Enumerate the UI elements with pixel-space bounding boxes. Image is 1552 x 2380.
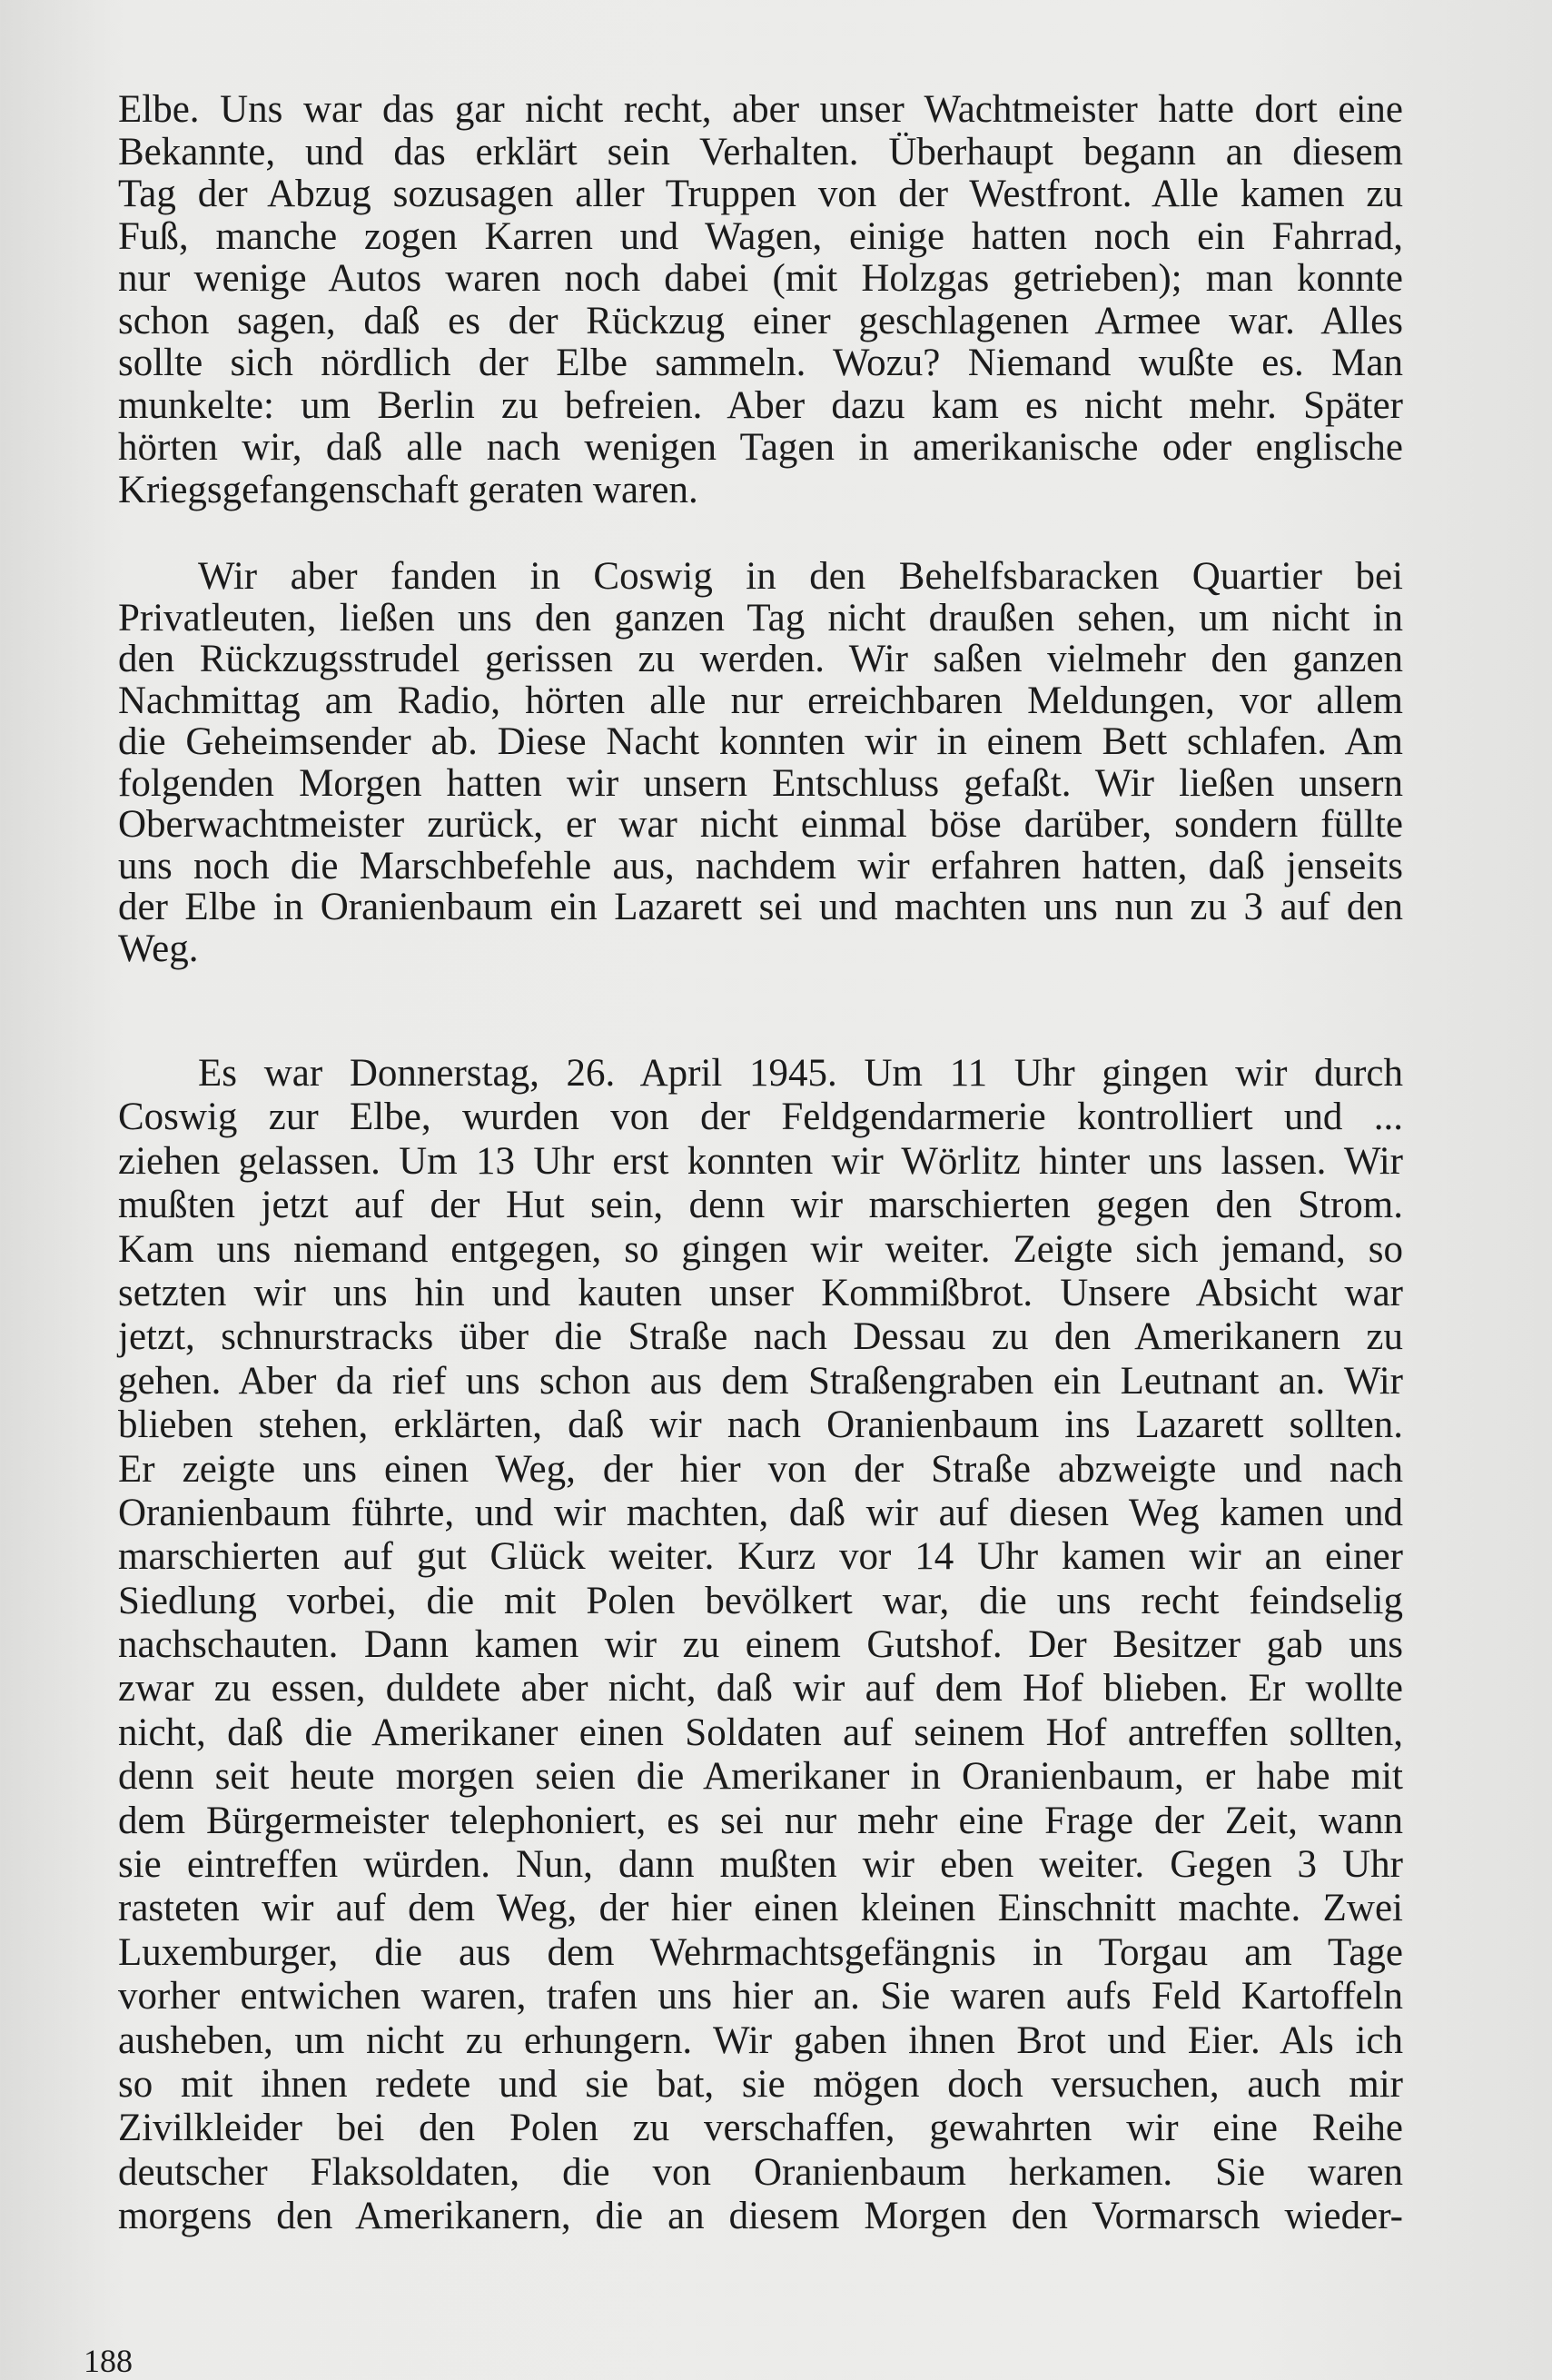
text-line: denn seit heute morgen seien die Amerikaner in Oranienbaum, er habe mit [118, 1755, 1403, 1799]
text-line: die Geheimsender ab. Diese Nacht konnten wir in einem Bett schlafen. Am [118, 720, 1403, 763]
text-line: Fuß, manche zogen Karren und Wagen, einige hatten noch ein Fahrrad, [118, 214, 1403, 258]
text-line: Zivilkleider bei den Polen zu verschaffen, gewahrten wir eine Reihe [118, 2107, 1403, 2150]
text-line: vorher entwichen waren, trafen uns hier an. Sie waren aufs Feld Kartoffeln [118, 1975, 1403, 2018]
text-line: Privatleuten, ließen uns den ganzen Tag nicht draußen sehen, um nicht in [118, 596, 1403, 640]
text-line: uns noch die Marschbefehle aus, nachdem wir erfahren hatten, daß jenseits [118, 844, 1403, 888]
text-line: den Rückzugsstrudel gerissen zu werden. Wir saßen vielmehr den ganzen [118, 638, 1403, 680]
text-line: nicht, daß die Amerikaner einen Soldaten auf seinem Hof antreffen sollten, [118, 1711, 1403, 1754]
text-line: Kriegsgefangenschaft geraten waren. [118, 468, 698, 511]
text-line: rasteten wir auf dem Weg, der hier einen kleinen Einschnitt machte. Zwei [118, 1887, 1403, 1930]
text-line: Oberwachtmeister zurück, er war nicht einmal böse darüber, sondern füllte [118, 803, 1403, 846]
text-line: jetzt, schnurstracks über die Straße nach Dessau zu den Amerikanern zu [118, 1315, 1403, 1359]
text-line: Siedlung vorbei, die mit Polen bevölkert war, die uns recht feindselig [118, 1579, 1403, 1622]
text-line: ausheben, um nicht zu erhungern. Wir gaben ihnen Brot und Eier. Als ich [118, 2018, 1403, 2062]
paragraph-3 [118, 1052, 1403, 2239]
text-line: Wir aber fanden in Coswig in den Behelfsbaracken Quartier bei [198, 555, 1403, 598]
text-line: Luxemburger, die aus dem Wehrmachtsgefängnis in Torgau am Tage [118, 1930, 1403, 1974]
text-line: Nachmittag am Radio, hörten alle nur erreichbaren Meldungen, vor allem [118, 679, 1403, 722]
text-line: setzten wir uns hin und kauten unser Kommißbrot. Unsere Absicht war [118, 1271, 1403, 1314]
text-line: Oranienbaum führte, und wir machten, daß wir auf diesen Weg kamen und [118, 1491, 1403, 1534]
text-line: Coswig zur Elbe, wurden von der Feldgendarmerie kontrolliert und ... [118, 1096, 1403, 1139]
text-line: ziehen gelassen. Um 13 Uhr erst konnten wir Wörlitz hinter uns lassen. Wir [118, 1139, 1403, 1183]
text-line: blieben stehen, erklärten, daß wir nach Oranienbaum ins Lazarett sollten. [118, 1403, 1403, 1447]
text-line: schon sagen, daß es der Rückzug einer geschlagenen Armee war. Alles [118, 299, 1403, 342]
text-line: gehen. Aber da rief uns schon aus dem Straßengraben ein Leutnant an. Wir [118, 1359, 1403, 1403]
text-line: sie eintreffen würden. Nun, dann mußten wir eben weiter. Gegen 3 Uhr [118, 1843, 1403, 1887]
text-line: Bekannte, und das erklärt sein Verhalten. Überhaupt begann an diesem [118, 130, 1403, 174]
text-line: dem Bürgermeister telephoniert, es sei nur mehr eine Frage der Zeit, wann [118, 1799, 1403, 1842]
text-line: deutscher Flaksoldaten, die von Oranienbaum herkamen. Sie waren [118, 2150, 1403, 2194]
paragraph-2 [118, 556, 1403, 969]
text-line: sollte sich nördlich der Elbe sammeln. Wozu? Niemand wußte es. Man [118, 342, 1403, 384]
text-line: marschierten auf gut Glück weiter. Kurz vor 14 Uhr kamen wir an einer [118, 1535, 1403, 1579]
paragraph-1 [118, 89, 1403, 511]
text-line: nur wenige Autos waren noch dabei (mit Holzgas getrieben); man konnte [118, 257, 1403, 300]
text-line: morgens den Amerikanern, die an diesem Morgen den Vormarsch wieder- [118, 2195, 1403, 2238]
text-line: der Elbe in Oranienbaum ein Lazarett sei und machten uns nun zu 3 auf den [118, 886, 1403, 928]
page-number: 188 [84, 2343, 133, 2379]
text-line: Weg. [118, 927, 199, 970]
text-line: nachschauten. Dann kamen wir zu einem Gutshof. Der Besitzer gab uns [118, 1623, 1403, 1667]
text-line: Elbe. Uns war das gar nicht recht, aber unser Wachtmeister hatte dort eine [118, 88, 1403, 131]
text-line: mußten jetzt auf der Hut sein, denn wir marschierten gegen den Strom. [118, 1184, 1403, 1227]
text-line: folgenden Morgen hatten wir unsern Entschluss gefaßt. Wir ließen unsern [118, 761, 1403, 805]
text-line: munkelte: um Berlin zu befreien. Aber dazu kam es nicht mehr. Später [118, 383, 1403, 427]
text-line: Es war Donnerstag, 26. April 1945. Um 11 Uhr gingen wir durch [198, 1052, 1403, 1095]
text-line: Kam uns niemand entgegen, so gingen wir weiter. Zeigte sich jemand, so [118, 1227, 1403, 1271]
text-line: so mit ihnen redete und sie bat, sie mögen doch versuchen, auch mir [118, 2062, 1403, 2106]
text-line: Er zeigte uns einen Weg, der hier von der Straße abzweigte und nach [118, 1447, 1403, 1491]
text-line: hörten wir, daß alle nach wenigen Tagen in amerikanische oder englische [118, 426, 1403, 469]
text-line: zwar zu essen, duldete aber nicht, daß wir auf dem Hof blieben. Er wollte [118, 1667, 1403, 1711]
text-line: Tag der Abzug sozusagen aller Truppen von der Westfront. Alle kamen zu [118, 173, 1403, 215]
